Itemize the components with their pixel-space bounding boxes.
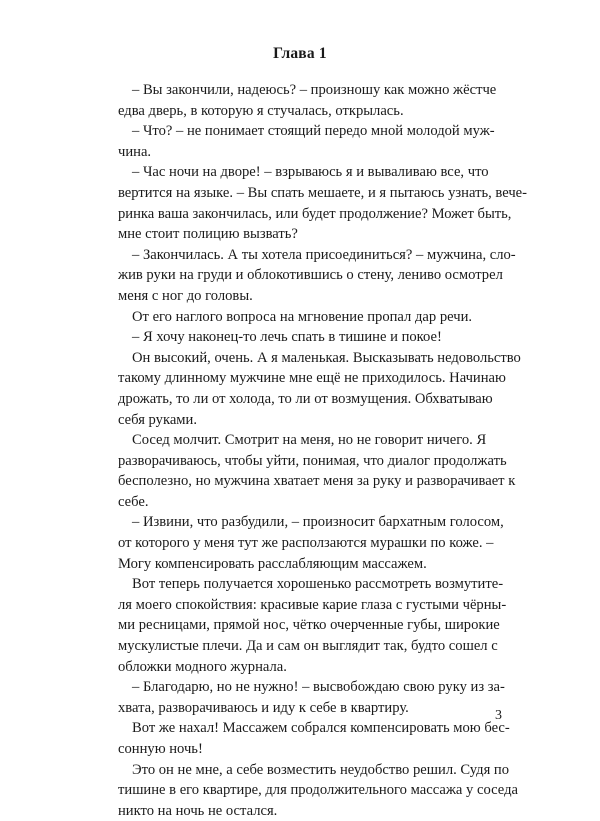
text-line: Он высокий, очень. А я маленькая. Высказывать недовольство xyxy=(132,349,521,366)
text-line: едва дверь, в которую я стучалась, открылась. xyxy=(118,102,404,119)
text-line: ля моего спокойствия: красивые карие глаза с густыми чёрны- xyxy=(118,596,507,613)
text-line: тишине в его квартире, для продолжительного массажа у соседа xyxy=(118,782,518,799)
text-line: – Закончилась. А ты хотела присоединиться? – мужчина, сло- xyxy=(132,246,516,263)
text-line: никто на ночь не остался. xyxy=(118,802,278,819)
text-line: жив руки на груди и облокотившись о стену, лениво осмотрел xyxy=(118,267,503,284)
text-line: дрожать, то ли от холода, то ли от возмущения. Обхватываю xyxy=(118,390,493,407)
text-line: чина. xyxy=(118,143,152,160)
text-line: Сосед молчит. Смотрит на меня, но не говорит ничего. Я xyxy=(132,432,487,449)
text-line: себе. xyxy=(118,493,149,510)
text-line: такому длинному мужчине мне ещё не приходилось. Начинаю xyxy=(118,370,506,387)
text-line: Вот теперь получается хорошенько рассмотреть возмутите- xyxy=(132,576,504,593)
text-line: – Час ночи на дворе! – взрываюсь я и вываливаю все, что xyxy=(132,164,489,181)
text-line: – Благодарю, но не нужно! – высвобождаю свою руку из за- xyxy=(132,679,505,696)
page-number: 3 xyxy=(495,708,502,723)
text-line: себя руками. xyxy=(118,411,197,428)
text-line: Могу компенсировать расслабляющим массажем. xyxy=(118,555,427,572)
text-line: От его наглого вопроса на мгновение пропал дар речи. xyxy=(132,308,473,325)
text-line: ми ресницами, прямой нос, чётко очерченные губы, широкие xyxy=(118,617,500,634)
text-line: Это он не мне, а себе возместить неудобство решил. Судя по xyxy=(132,761,510,778)
chapter-title: Глава 1 xyxy=(273,45,327,62)
text-line: – Что? – не понимает стоящий передо мной молодой муж- xyxy=(132,123,495,140)
text-line: – Извини, что разбудили, – произносит бархатным голосом, xyxy=(132,514,504,531)
text-line: от которого у меня тут же расползаются мурашки по коже. – xyxy=(118,535,494,552)
text-line: разворачиваюсь, чтобы уйти, понимая, что диалог продолжать xyxy=(118,452,507,469)
text-line: мускулистые плечи. Да и сам он выглядит так, будто сошел с xyxy=(118,638,498,655)
text-line: – Я хочу наконец-то лечь спать в тишине и покое! xyxy=(132,329,442,346)
text-line: – Вы закончили, надеюсь? – произношу как можно жёстче xyxy=(132,82,497,98)
text-line: ринка ваша закончилась, или будет продолжение? Может быть, xyxy=(118,205,512,222)
text-line: Вот же нахал! Массажем собрался компенсировать мою бес- xyxy=(132,720,510,737)
text-line: меня с ног до головы. xyxy=(118,287,253,304)
text-line: бесполезно, но мужчина хватает меня за руку и разворачивает к xyxy=(118,473,516,490)
text-line: мне стоит полицию вызвать? xyxy=(118,226,298,243)
text-line: хвата, разворачиваюсь и иду к себе в квартиру. xyxy=(118,699,409,716)
text-line: сонную ночь! xyxy=(118,741,203,757)
text-line: вертится на языке. – Вы спать мешаете, и я пытаюсь узнать, вече- xyxy=(118,184,527,201)
text-line: обложки модного журнала. xyxy=(118,658,287,675)
